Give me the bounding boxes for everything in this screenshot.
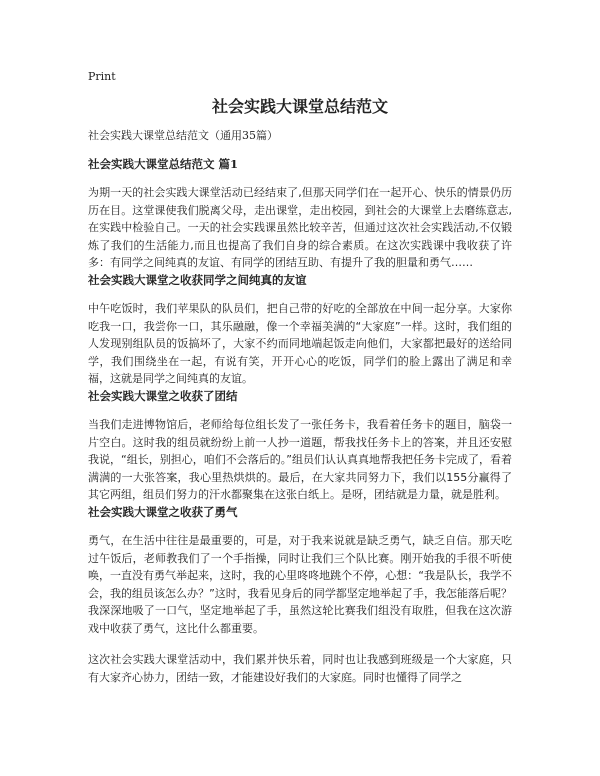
section-3 <box>88 388 512 504</box>
document-title: 社会实践大课堂总结范文 <box>211 97 388 116</box>
paragraph: 当我们走进博物馆后，老师给每位组长发了一张任务卡，我看着任务卡的题目，脑袋一片空白。这时我的组员就纷纷上前一人抄一道题，帮我找任务卡上的答案，并且还安慰我说，“组长，别担心，咱们不会落后的。”组员们认认真真地帮我把任务卡完成了，看着满满的一大张答案，我心里热烘烘的。最后，在大家共同努力下，我们以155分赢得了其它两组，组员们努力的汗水都聚集在这张白纸上。是呀，团结就是力量，就是胜利。 <box>88 417 512 502</box>
section-heading: 社会实践大课堂之收获同学之间纯真的友谊 <box>88 272 307 287</box>
print-label[interactable]: Print <box>88 70 116 83</box>
paragraph: 为期一天的社会实践大课堂活动已经结束了,但那天同学们在一起开心、快乐的情景仍历历在目。这堂课使我们脱离父母，走出课堂，走出校园，到社会的大课堂上去磨练意志,在实践中检验自己。一天的社会实践课虽然比较辛苦，但通过这次社会实践活动,不仅锻炼了我们的生活能力,而且也提高了我们自身的综合素质。在这次实践课中我收获了许多：有同学之间纯真的友谊、有同学的团结互助、有提升了我的胆量和勇气…… <box>88 186 512 270</box>
section-2 <box>88 272 512 388</box>
section-1 <box>88 156 512 272</box>
paragraph: 这次社会实践大课堂活动中，我们累并快乐着，同时也让我感到班级是一个大家庭，只有大家齐心协力，团结一致，才能建设好我们的大家庭。同时也懂得了同学之 <box>88 653 512 685</box>
paragraph: 勇气，在生活中往往是最重要的，可是，对于我来说就是缺乏勇气，缺乏自信。那天吃过午饭后，老师教我们了一个手指操，同时让我们三个队比赛。刚开始我的手很不听使唤，一直没有勇气举起来，这时，我的心里咚咚地跳个不停，心想：“我是队长，我学不会，我的组员该怎么办？”这时，我看见身后的同学都坚定地举起了手，我怎能落后呢？我深深地吸了一口气，坚定地举起了手，虽然这轮比赛我们组没有取胜，但我在这次游戏中收获了勇气，这比什么都重要。 <box>88 533 512 635</box>
paragraph: 中午吃饭时，我们苹果队的队员们，把自己带的好吃的全部放在中间一起分享。大家你吃我一口，我尝你一口，其乐融融，像一个幸福美满的“大家庭”一样。这时，我们组的人发现别组队员的饭搞坏了，大家不约而同地端起饭走向他们，大家都把最好的送给同学，我们围绕坐在一起，有说有笑，开开心心的吃饭，同学们的脸上露出了满足和幸福，这就是同学之间纯真的友谊。 <box>88 301 512 386</box>
section-heading: 社会实践大课堂总结范文 篇1 <box>88 157 239 171</box>
document-subtitle: 社会实践大课堂总结范文（通用35篇） <box>88 129 278 142</box>
section-4 <box>88 504 512 687</box>
section-heading: 社会实践大课堂之收获了团结 <box>88 388 238 403</box>
section-heading: 社会实践大课堂之收获了勇气 <box>88 504 238 519</box>
